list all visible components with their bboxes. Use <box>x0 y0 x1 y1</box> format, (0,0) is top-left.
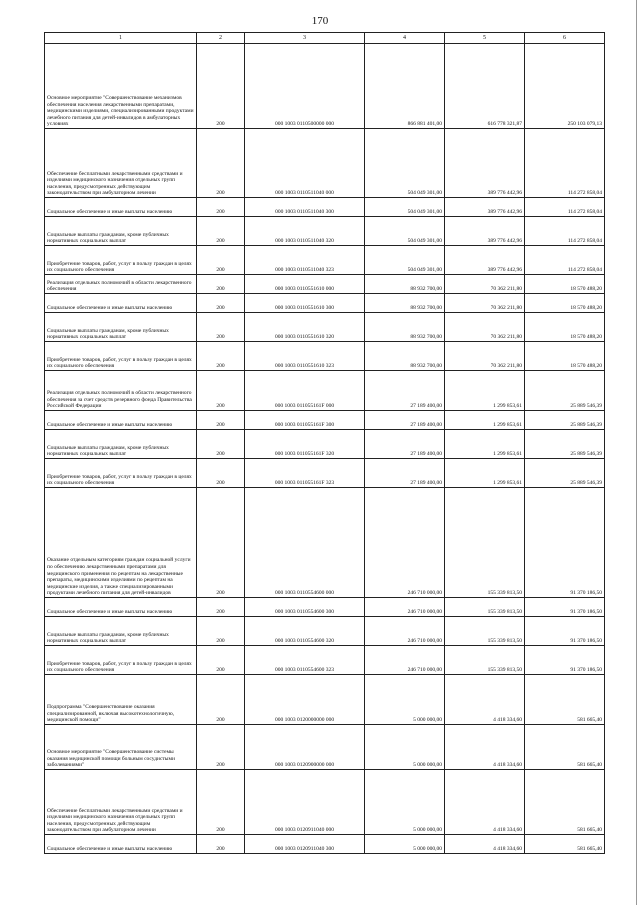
row-admin-code-cell: 200 <box>197 371 245 411</box>
row-unexecuted-cell: 18 570 488,20 <box>525 275 605 294</box>
row-admin-code-cell: 200 <box>197 675 245 725</box>
row-approved-cell: 866 881 401,00 <box>365 44 445 129</box>
row-admin-code-cell: 200 <box>197 725 245 770</box>
row-approved-cell: 5 000 000,00 <box>365 770 445 835</box>
row-name-cell: Приобретение товаров, работ, услуг в пользу граждан в целях их социального обеспечения <box>45 459 197 488</box>
row-admin-code-cell: 200 <box>197 129 245 198</box>
row-admin-code-cell: 200 <box>197 246 245 275</box>
table-row <box>45 646 605 675</box>
row-name-cell: Реализация отдельных полномочий в области лекарственного обеспечения за счет средств резервного фонда Правительства Российской Федерации <box>45 371 197 411</box>
row-executed-cell: 1 299 853,61 <box>445 371 525 411</box>
row-name-cell: Социальные выплаты гражданам, кроме публичных нормативных социальных выплат <box>45 430 197 459</box>
row-admin-code-cell: 200 <box>197 459 245 488</box>
table-row <box>45 246 605 275</box>
row-budget-code-cell: 000 1003 0110511040 323 <box>245 246 365 275</box>
row-approved-cell: 5 000 000,00 <box>365 725 445 770</box>
row-name-cell: Социальные выплаты гражданам, кроме публичных нормативных социальных выплат <box>45 313 197 342</box>
table-row <box>45 44 605 129</box>
row-executed-cell: 155 339 813,50 <box>445 646 525 675</box>
row-approved-cell: 246 710 000,00 <box>365 488 445 598</box>
table-row <box>45 294 605 313</box>
row-name-cell: Реализация отдельных полномочий в области лекарственного обеспечения <box>45 275 197 294</box>
row-approved-cell: 246 710 000,00 <box>365 617 445 646</box>
row-admin-code-cell: 200 <box>197 646 245 675</box>
row-executed-cell: 1 299 853,61 <box>445 459 525 488</box>
row-budget-code-cell: 000 1003 0120000000 000 <box>245 675 365 725</box>
row-name-cell: Социальные выплаты гражданам, кроме публичных нормативных социальных выплат <box>45 617 197 646</box>
row-name-cell: Приобретение товаров, работ, услуг в пользу граждан в целях их социального обеспечения <box>45 342 197 371</box>
row-name-cell: Основное мероприятие "Совершенствование системы оказания медицинской помощи больным сосудистыми заболеваниями" <box>45 725 197 770</box>
row-executed-cell: 155 339 813,50 <box>445 598 525 617</box>
table-row <box>45 770 605 835</box>
table-row <box>45 217 605 246</box>
row-admin-code-cell: 200 <box>197 488 245 598</box>
row-budget-code-cell: 000 1003 011055161F 320 <box>245 430 365 459</box>
row-name-cell: Оказание отдельным категориям граждан социальной услуги по обеспечению лекарственными препаратами для медицинского применения по рецептам на лекарственные препараты, медицинскими изделиями по рецептам на медицинские изделия, а также специализированными продуктами лечебного питания для детей-инвалидов <box>45 488 197 598</box>
row-budget-code-cell: 000 1003 0110500000 000 <box>245 44 365 129</box>
table-row <box>45 342 605 371</box>
row-admin-code-cell: 200 <box>197 770 245 835</box>
row-approved-cell: 246 710 000,00 <box>365 646 445 675</box>
row-admin-code-cell: 200 <box>197 313 245 342</box>
row-approved-cell: 88 932 700,00 <box>365 294 445 313</box>
row-budget-code-cell: 000 1003 0110511040 000 <box>245 129 365 198</box>
row-unexecuted-cell: 581 665,40 <box>525 835 605 854</box>
row-unexecuted-cell: 18 570 488,20 <box>525 294 605 313</box>
row-executed-cell: 4 418 334,60 <box>445 835 525 854</box>
row-approved-cell: 88 932 700,00 <box>365 313 445 342</box>
table-row <box>45 129 605 198</box>
row-unexecuted-cell: 91 370 186,50 <box>525 617 605 646</box>
row-unexecuted-cell: 114 272 858,04 <box>525 198 605 217</box>
row-admin-code-cell: 200 <box>197 44 245 129</box>
table-row <box>45 598 605 617</box>
page-number: 170 <box>311 15 329 27</box>
row-budget-code-cell: 000 1003 0110554600 300 <box>245 598 365 617</box>
row-approved-cell: 504 049 301,00 <box>365 129 445 198</box>
row-unexecuted-cell: 91 370 186,50 <box>525 598 605 617</box>
row-executed-cell: 1 299 853,61 <box>445 430 525 459</box>
row-unexecuted-cell: 581 665,40 <box>525 675 605 725</box>
row-unexecuted-cell: 114 272 858,04 <box>525 217 605 246</box>
table-row <box>45 411 605 430</box>
row-admin-code-cell: 200 <box>197 617 245 646</box>
table-row <box>45 835 605 854</box>
header-col-6: 6 <box>525 33 605 44</box>
row-approved-cell: 88 932 700,00 <box>365 275 445 294</box>
table-row <box>45 459 605 488</box>
row-executed-cell: 616 778 321,87 <box>445 44 525 129</box>
row-unexecuted-cell: 25 889 546,39 <box>525 459 605 488</box>
row-unexecuted-cell: 114 272 858,04 <box>525 246 605 275</box>
row-unexecuted-cell: 25 889 546,39 <box>525 411 605 430</box>
table-row <box>45 198 605 217</box>
table-row <box>45 488 605 598</box>
row-approved-cell: 5 000 000,00 <box>365 835 445 854</box>
row-admin-code-cell: 200 <box>197 430 245 459</box>
row-name-cell: Приобретение товаров, работ, услуг в пользу граждан в целях их социального обеспечения <box>45 646 197 675</box>
table-row <box>45 617 605 646</box>
row-unexecuted-cell: 91 370 186,50 <box>525 488 605 598</box>
row-unexecuted-cell: 91 370 186,50 <box>525 646 605 675</box>
row-executed-cell: 4 418 334,60 <box>445 725 525 770</box>
header-col-1: 1 <box>45 33 197 44</box>
table-row <box>45 371 605 411</box>
row-unexecuted-cell: 581 665,40 <box>525 725 605 770</box>
row-admin-code-cell: 200 <box>197 294 245 313</box>
row-unexecuted-cell: 25 889 546,39 <box>525 430 605 459</box>
row-approved-cell: 27 189 400,00 <box>365 411 445 430</box>
row-budget-code-cell: 000 1003 0110551610 323 <box>245 342 365 371</box>
row-executed-cell: 389 776 442,96 <box>445 217 525 246</box>
header-col-3: 3 <box>245 33 365 44</box>
row-name-cell: Социальное обеспечение и иные выплаты населению <box>45 835 197 854</box>
row-unexecuted-cell: 581 665,40 <box>525 770 605 835</box>
row-admin-code-cell: 200 <box>197 342 245 371</box>
row-approved-cell: 27 189 400,00 <box>365 459 445 488</box>
row-approved-cell: 504 049 301,00 <box>365 217 445 246</box>
row-name-cell: Социальное обеспечение и иные выплаты населению <box>45 411 197 430</box>
row-name-cell: Социальное обеспечение и иные выплаты населению <box>45 598 197 617</box>
row-admin-code-cell: 200 <box>197 275 245 294</box>
row-budget-code-cell: 000 1003 011055161F 000 <box>245 371 365 411</box>
row-name-cell: Обеспечение бесплатными лекарственными средствами и изделиями медицинского назначения отдельных групп населения, предусмотренных действующим законодательством при амбулаторном лечении <box>45 770 197 835</box>
row-admin-code-cell: 200 <box>197 598 245 617</box>
row-approved-cell: 504 049 301,00 <box>365 198 445 217</box>
row-name-cell: Приобретение товаров, работ, услуг в пользу граждан в целях их социального обеспечения <box>45 246 197 275</box>
budget-table <box>44 32 605 854</box>
row-executed-cell: 155 339 813,50 <box>445 488 525 598</box>
row-budget-code-cell: 000 1003 0120911040 300 <box>245 835 365 854</box>
table-row <box>45 313 605 342</box>
row-approved-cell: 5 000 000,00 <box>365 675 445 725</box>
row-approved-cell: 88 932 700,00 <box>365 342 445 371</box>
row-approved-cell: 27 189 400,00 <box>365 430 445 459</box>
row-executed-cell: 1 299 853,61 <box>445 411 525 430</box>
row-unexecuted-cell: 250 103 079,13 <box>525 44 605 129</box>
row-executed-cell: 70 362 211,80 <box>445 342 525 371</box>
header-col-4: 4 <box>365 33 445 44</box>
row-executed-cell: 70 362 211,80 <box>445 313 525 342</box>
row-approved-cell: 504 049 301,00 <box>365 246 445 275</box>
row-executed-cell: 155 339 813,50 <box>445 617 525 646</box>
row-budget-code-cell: 000 1003 0110554600 000 <box>245 488 365 598</box>
row-budget-code-cell: 000 1003 0110511040 300 <box>245 198 365 217</box>
row-name-cell: Социальное обеспечение и иные выплаты населению <box>45 294 197 313</box>
row-budget-code-cell: 000 1003 0120911040 000 <box>245 770 365 835</box>
row-executed-cell: 389 776 442,96 <box>445 246 525 275</box>
row-budget-code-cell: 000 1003 0110551610 000 <box>245 275 365 294</box>
row-executed-cell: 389 776 442,96 <box>445 129 525 198</box>
header-col-2: 2 <box>197 33 245 44</box>
table-row <box>45 430 605 459</box>
row-executed-cell: 70 362 211,80 <box>445 294 525 313</box>
row-unexecuted-cell: 25 889 546,39 <box>525 371 605 411</box>
row-unexecuted-cell: 114 272 858,04 <box>525 129 605 198</box>
row-budget-code-cell: 000 1003 011055161F 323 <box>245 459 365 488</box>
row-budget-code-cell: 000 1003 0110551610 320 <box>245 313 365 342</box>
row-approved-cell: 246 710 000,00 <box>365 598 445 617</box>
row-executed-cell: 4 418 334,60 <box>445 770 525 835</box>
row-name-cell: Социальные выплаты гражданам, кроме публичных нормативных социальных выплат <box>45 217 197 246</box>
table-header-row <box>45 33 605 44</box>
row-executed-cell: 70 362 211,80 <box>445 275 525 294</box>
row-budget-code-cell: 000 1003 011055161F 300 <box>245 411 365 430</box>
row-admin-code-cell: 200 <box>197 411 245 430</box>
row-executed-cell: 389 776 442,96 <box>445 198 525 217</box>
row-name-cell: Подпрограмма "Совершенствование оказания специализированной, включая высокотехнологичную, медицинской помощи" <box>45 675 197 725</box>
table-row <box>45 675 605 725</box>
header-col-5: 5 <box>445 33 525 44</box>
row-budget-code-cell: 000 1003 0110554600 323 <box>245 646 365 675</box>
row-admin-code-cell: 200 <box>197 217 245 246</box>
table-row <box>45 725 605 770</box>
row-budget-code-cell: 000 1003 0120900000 000 <box>245 725 365 770</box>
row-budget-code-cell: 000 1003 0110511040 320 <box>245 217 365 246</box>
row-name-cell: Социальное обеспечение и иные выплаты населению <box>45 198 197 217</box>
row-admin-code-cell: 200 <box>197 835 245 854</box>
table-row <box>45 275 605 294</box>
row-budget-code-cell: 000 1003 0110551610 300 <box>245 294 365 313</box>
table-body <box>45 44 605 854</box>
page-edge-line <box>636 0 637 905</box>
row-admin-code-cell: 200 <box>197 198 245 217</box>
row-name-cell: Основное мероприятие "Совершенствование механизмов обеспечения населения лекарственными препаратами, медицинскими изделиями, специализированными продуктами лечебного питания для детей-инвалидов в амбулаторных условиях <box>45 44 197 129</box>
row-budget-code-cell: 000 1003 0110554600 320 <box>245 617 365 646</box>
row-name-cell: Обеспечение бесплатными лекарственными средствами и изделиями медицинского назначения отдельных групп населения, предусмотренных действующим законодательством при амбулаторном лечении <box>45 129 197 198</box>
row-unexecuted-cell: 18 570 488,20 <box>525 313 605 342</box>
row-executed-cell: 4 418 334,60 <box>445 675 525 725</box>
row-approved-cell: 27 189 400,00 <box>365 371 445 411</box>
row-unexecuted-cell: 18 570 488,20 <box>525 342 605 371</box>
